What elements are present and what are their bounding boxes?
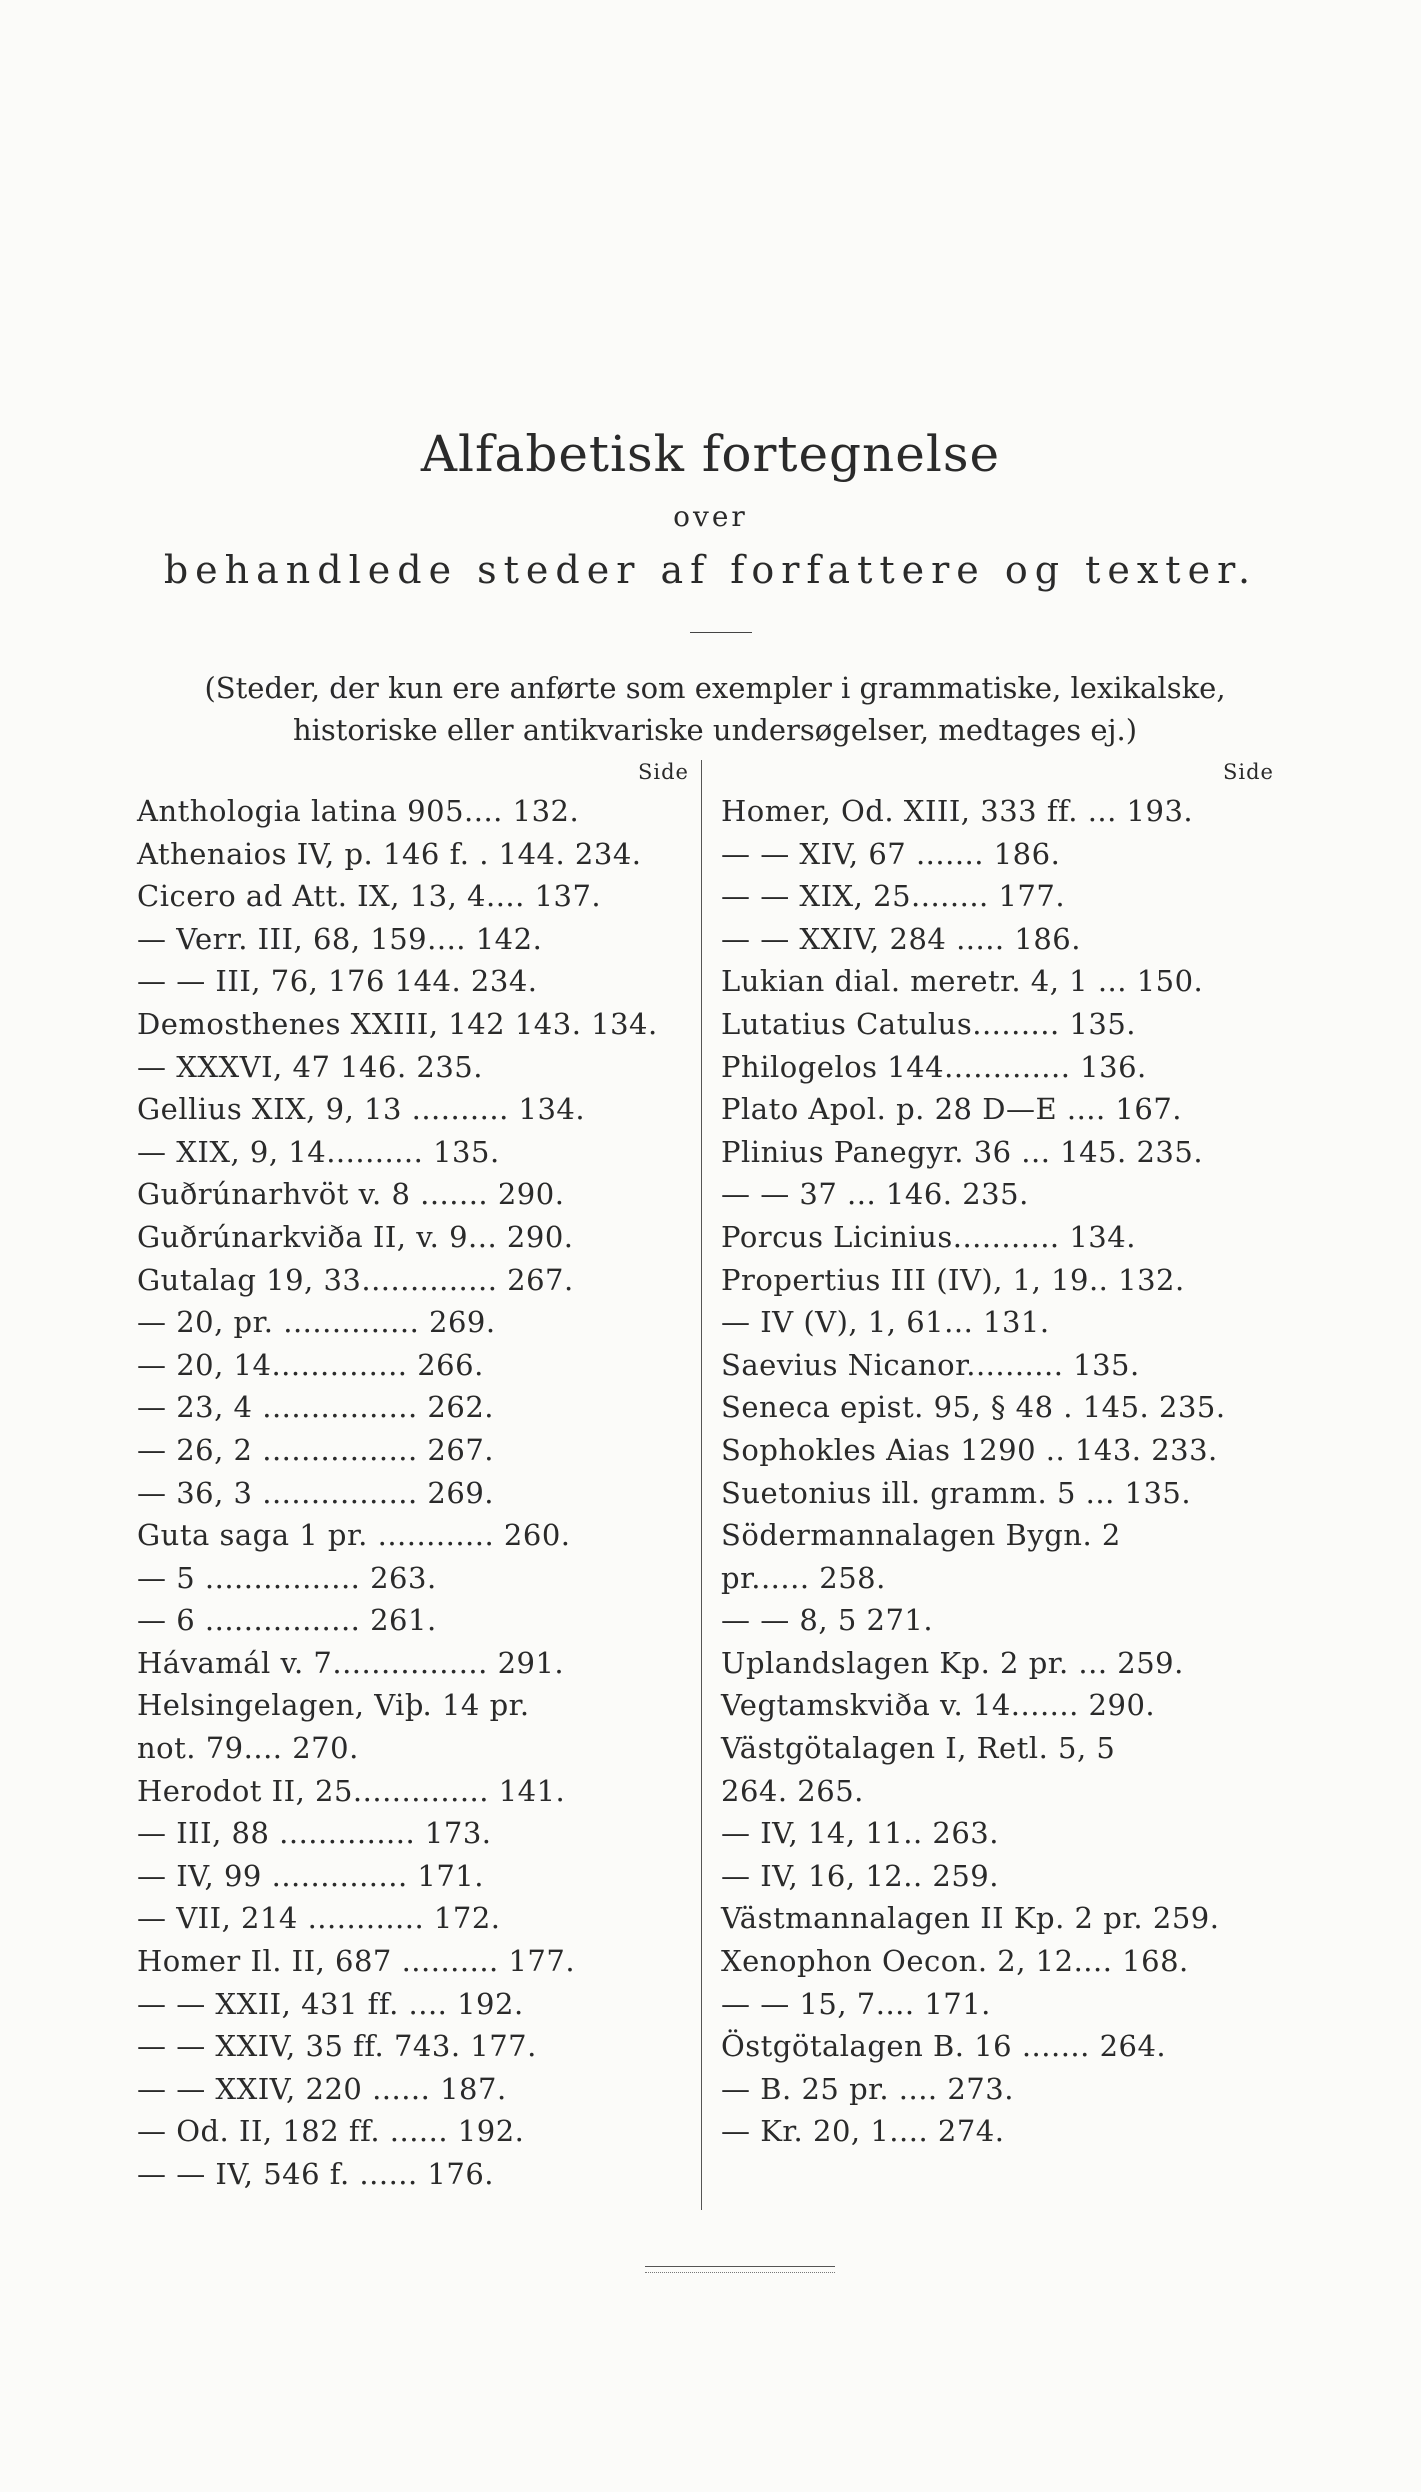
index-entry-text: — 26, 2 ................ 267. [137, 1432, 495, 1467]
index-entry [721, 1727, 1274, 1770]
index-list-left [137, 790, 689, 2196]
index-column-left [137, 760, 689, 2196]
index-entry [721, 1983, 1274, 2026]
index-entry [137, 1770, 689, 1813]
page-subtitle: behandlede steder af forfattere og texter. [163, 548, 1258, 592]
index-entry [721, 1259, 1274, 1302]
index-entry-text: — — XXIV, 284 ..... 186. [721, 921, 1081, 956]
index-entry-text: not. 79.... 270. [137, 1731, 359, 1766]
index-entry-text: 264. 265. [721, 1773, 864, 1808]
index-entry [137, 1897, 689, 1940]
index-entry-text: — — XIX, 25........ 177. [721, 879, 1066, 914]
index-entry-text: Homer, Od. XIII, 333 ff. ... 193. [721, 794, 1194, 828]
index-entry-text: Porcus Licinius........... 134. [721, 1219, 1136, 1254]
index-entry [137, 1429, 689, 1472]
index-entry [137, 1727, 689, 1770]
index-entry [137, 1216, 689, 1259]
index-entry [721, 1940, 1274, 1983]
index-entry [721, 1855, 1274, 1898]
index-entry-text: Plinius Panegyr. 36 ... 145. 235. [721, 1134, 1204, 1169]
index-entry [137, 833, 689, 876]
index-entry [137, 2153, 689, 2196]
index-entry [721, 960, 1274, 1003]
page-title: Alfabetisk fortegnelse [420, 425, 1001, 483]
side-header-left: Side [638, 760, 689, 784]
index-entry-text: — XXXVI, 47 146. 235. [137, 1049, 483, 1084]
index-entry [137, 1003, 689, 1046]
index-entry-text: Suetonius ill. gramm. 5 ... 135. [721, 1475, 1192, 1510]
bottom-rule-dotted [645, 2272, 835, 2273]
index-entry-text: — III, 88 .............. 173. [137, 1816, 492, 1851]
index-entry [137, 875, 689, 918]
index-entry [137, 1812, 689, 1855]
index-entry [721, 875, 1274, 918]
index-entry [137, 1557, 689, 1600]
index-entry-text: Gutalag 19, 33.............. 267. [137, 1262, 574, 1297]
index-entry-text: Uplandslagen Kp. 2 pr. ... 259. [721, 1645, 1184, 1680]
index-entry [721, 1088, 1274, 1131]
index-entry [137, 918, 689, 961]
index-entry [137, 2068, 689, 2111]
index-entry [721, 1344, 1274, 1387]
index-entry [721, 1770, 1274, 1813]
index-entry-text: — — 8, 5 271. [721, 1603, 934, 1638]
index-entry-text: — — IV, 546 f. ...... 176. [137, 2157, 495, 2191]
index-entry-text: — XIX, 9, 14.......... 135. [137, 1134, 500, 1169]
index-entry [137, 1684, 689, 1727]
index-entry-text: Demosthenes XXIII, 142 143. 134. [137, 1006, 658, 1041]
index-entry [721, 1429, 1274, 1472]
index-entry-text: — Kr. 20, 1.... 274. [721, 2114, 1005, 2149]
title-divider [690, 632, 752, 633]
index-entry [137, 1599, 689, 1642]
index-entry [137, 1173, 689, 1216]
index-entry-text: — — XXII, 431 ff. .... 192. [137, 1986, 524, 2021]
index-entry [137, 2025, 689, 2068]
index-entry [721, 1173, 1274, 1216]
index-entry [721, 1301, 1274, 1344]
index-entry [721, 790, 1274, 833]
index-entry [721, 1472, 1274, 1515]
index-entry-text: Saevius Nicanor.......... 135. [721, 1347, 1140, 1382]
index-entry [137, 1131, 689, 1174]
index-entry-text: — IV, 14, 11.. 263. [721, 1816, 999, 1851]
index-entry-text: — 20, 14.............. 266. [137, 1347, 484, 1382]
index-entry-text: — 20, pr. .............. 269. [137, 1305, 496, 1340]
index-entry [721, 833, 1274, 876]
index-entry [137, 1940, 689, 1983]
index-entry-text: — Verr. III, 68, 159.... 142. [137, 921, 543, 956]
index-entry [137, 1301, 689, 1344]
index-entry [721, 1131, 1274, 1174]
index-entry-text: Östgötalagen B. 16 ....... 264. [721, 2029, 1167, 2064]
index-entry-text: Herodot II, 25.............. 141. [137, 1773, 566, 1808]
index-entry [137, 960, 689, 1003]
index-entry [137, 1472, 689, 1515]
index-entry-text: Södermannalagen Bygn. 2 [721, 1518, 1121, 1553]
index-entry [721, 918, 1274, 961]
index-entry [721, 1684, 1274, 1727]
index-entry-text: — IV (V), 1, 61... 131. [721, 1305, 1050, 1340]
index-entry-text: Xenophon Oecon. 2, 12.... 168. [721, 1944, 1189, 1979]
index-entry-text: Seneca epist. 95, § 48 . 145. 235. [721, 1390, 1226, 1425]
index-entry [721, 1642, 1274, 1685]
index-entry [137, 1046, 689, 1089]
index-entry [137, 1386, 689, 1429]
index-entry-text: Anthologia latina 905.... 132. [137, 794, 580, 828]
index-entry [721, 2025, 1274, 2068]
side-header-right: Side [1223, 760, 1274, 784]
index-entry [721, 2068, 1274, 2111]
index-entry-text: — VII, 214 ............ 172. [137, 1901, 501, 1936]
index-entry [721, 1599, 1274, 1642]
index-entry [137, 1514, 689, 1557]
index-entry-text: Plato Apol. p. 28 D—E .... 167. [721, 1092, 1183, 1127]
index-entry-text: Propertius III (IV), 1, 19.. 132. [721, 1262, 1185, 1297]
index-entry-text: — 23, 4 ................ 262. [137, 1390, 495, 1425]
index-entry [721, 2110, 1274, 2153]
index-entry-text: Guta saga 1 pr. ............ 260. [137, 1518, 571, 1553]
index-entry-text: Lukian dial. meretr. 4, 1 ... 150. [721, 964, 1204, 999]
index-entry-text: Vegtamskviða v. 14....... 290. [721, 1688, 1156, 1723]
index-entry [137, 1642, 689, 1685]
index-entry [137, 790, 689, 833]
index-entry [137, 1259, 689, 1302]
bottom-rule [645, 2266, 835, 2267]
index-entry [721, 1003, 1274, 1046]
index-entry-text: Sophokles Aias 1290 .. 143. 233. [721, 1432, 1218, 1467]
index-entry-text: Helsingelagen, Viþ. 14 pr. [137, 1688, 530, 1723]
index-entry-text: — — 15, 7.... 171. [721, 1986, 991, 2021]
index-entry-text: Hávamál v. 7................ 291. [137, 1645, 565, 1680]
index-entry-text: — 5 ................ 263. [137, 1560, 437, 1595]
index-entry-text: Athenaios IV, p. 146 f. . 144. 234. [137, 836, 642, 871]
index-entry-text: — 36, 3 ................ 269. [137, 1475, 495, 1510]
index-entry [721, 1216, 1274, 1259]
index-entry-text: Västmannalagen II Kp. 2 pr. 259. [721, 1901, 1220, 1936]
index-entry-text: Västgötalagen I, Retl. 5, 5 [721, 1731, 1116, 1766]
index-entry-text: Guðrúnarkviða II, v. 9... 290. [137, 1219, 574, 1254]
index-entry-text: — B. 25 pr. .... 273. [721, 2071, 1014, 2106]
column-divider [701, 760, 702, 2210]
index-entry-text: — — XXIV, 220 ...... 187. [137, 2071, 507, 2106]
index-entry-text: Homer Il. II, 687 .......... 177. [137, 1944, 576, 1979]
index-entry [137, 1855, 689, 1898]
index-entry [137, 2110, 689, 2153]
index-entry-text: pr...... 258. [721, 1560, 886, 1595]
index-entry-text: — 6 ................ 261. [137, 1603, 437, 1638]
index-entry [721, 1812, 1274, 1855]
index-column-right [721, 760, 1274, 2153]
index-entry-text: Guðrúnarhvöt v. 8 ....... 290. [137, 1177, 565, 1212]
index-entry-text: — — XXIV, 35 ff. 743. 177. [137, 2029, 537, 2064]
index-entry [721, 1557, 1274, 1600]
index-entry [137, 1983, 689, 2026]
editorial-note: (Steder, der kun ere anførte som exempler i grammatiske, lexikalske, historiske eller antikvariske undersøgelser, medtages ej.) [204, 671, 1226, 747]
index-entry [721, 1386, 1274, 1429]
index-entry-text: — — III, 76, 176 144. 234. [137, 964, 538, 999]
index-entry-text: — — 37 ... 146. 235. [721, 1177, 1029, 1212]
index-entry-text: — Od. II, 182 ff. ...... 192. [137, 2114, 525, 2149]
index-entry [137, 1088, 689, 1131]
index-list-right [721, 790, 1274, 2153]
page-title-connector: over [673, 500, 748, 533]
index-entry [721, 1897, 1274, 1940]
index-entry-text: — IV, 99 .............. 171. [137, 1858, 484, 1893]
index-entry-text: Gellius XIX, 9, 13 .......... 134. [137, 1092, 586, 1127]
index-entry-text: Cicero ad Att. IX, 13, 4.... 137. [137, 879, 602, 914]
index-entry-text: Philogelos 144............. 136. [721, 1049, 1147, 1084]
index-entry-text: — — XIV, 67 ....... 186. [721, 836, 1061, 871]
index-entry [721, 1046, 1274, 1089]
index-entry-text: — IV, 16, 12.. 259. [721, 1858, 999, 1893]
index-entry-text: Lutatius Catulus......... 135. [721, 1006, 1136, 1041]
index-entry [137, 1344, 689, 1387]
index-entry [721, 1514, 1274, 1557]
